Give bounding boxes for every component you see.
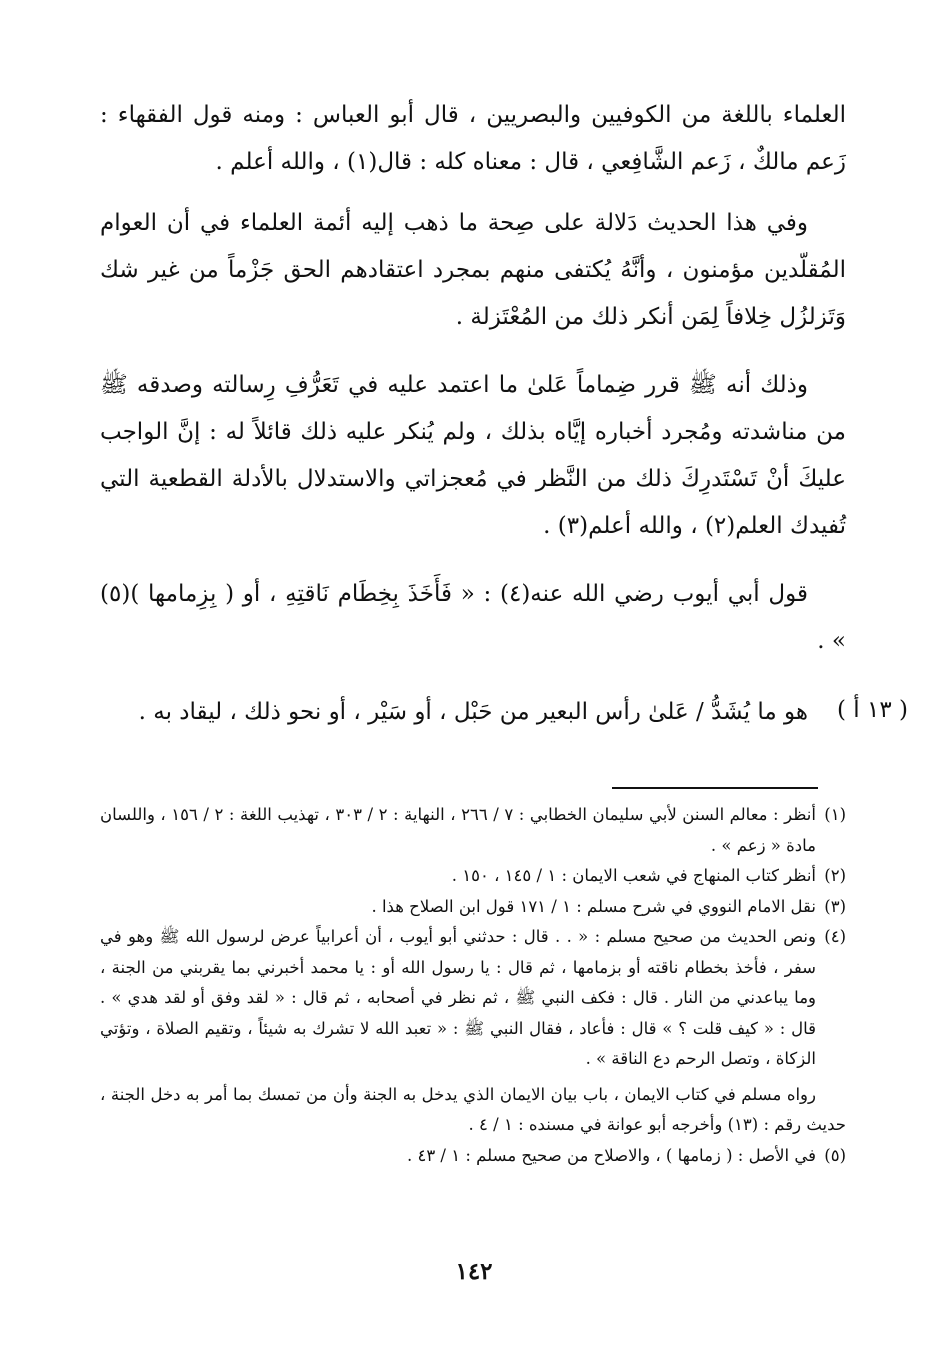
footnote-number: (٢) — [824, 866, 846, 885]
footnote-4 — [100, 922, 846, 1075]
footnote-number: (٤) — [824, 927, 846, 946]
footnote-text: نقل الامام النووي في شرح مسلم : ١ / ١٧١ قول ابن الصلاح هذا . — [371, 896, 816, 916]
footnote-text: في الأصل : ( زمامها ) ، والاصلاح من صحيح مسلم : ١ / ٤٣ . — [406, 1145, 816, 1165]
paragraph-1: العلماء باللغة من الكوفيين والبصريين ، قال أبو العباس : ومنه قول الفقهاء : زَعم مالكٌ ، زَعم الشَّافِعي ، قال : معناه كله : قال(١) ، والله أعلم . — [100, 102, 846, 175]
page-number: ١٤٢ — [455, 1258, 493, 1285]
paragraph-5: هو ما يُشَدُّ / عَلىٰ رأس البعير من حَبْل ، أو سَيْر ، أو نحو ذلك ، ليقاد به . — [138, 699, 808, 725]
paragraph-2: وفي هذا الحديث دَلالة على صِحة ما ذهب إليه أئمة العلماء في أن العوام المُقلّدين مؤمنون ، وأنَّهُ يُكتفى منهم بمجرد اعتقادهم الحق جَزْماً من غير شك وَتَزلزُل خِلافاً لِمَن أنكر ذلك من المُعْتَزلة . — [100, 210, 846, 330]
footnote-number: (١) — [824, 805, 846, 824]
footnote-number: (٣) — [824, 896, 846, 916]
footnote-2 — [100, 861, 846, 892]
main-text — [100, 92, 846, 757]
footnote-1 — [100, 800, 846, 861]
footnote-3 — [100, 892, 846, 923]
footnote-text: أنظر : معالم السنن لأبي سليمان الخطابي : ٧ / ٢٦٦ ، النهاية : ٢ / ٣٠٣ ، تهذيب اللغة : ٢ / ١٥٦ ، واللسان مادة « زعم » . — [100, 805, 816, 855]
footnote-5 — [100, 1141, 846, 1172]
footnote-separator — [612, 787, 818, 789]
footnote-number: (٥) — [824, 1145, 846, 1165]
manuscript-folio-marker: ( ١٣ أ ) — [836, 697, 908, 723]
footnote-text: ونص الحديث من صحيح مسلم : « . . قال : حدثني أبو أيوب ، أن أعرابياً عرض لرسول الله ﷺ وهو في سفر ، فأخذ بخطام ناقته أو بزمامها ، ثم قال : يا رسول الله أو : يا محمد أخبرني بما يقربني من الجنة ، وما يباعدني من النار . قال : فكف النبي ﷺ ، ثم نظر في أصحابه ، ثم قال : « لقد وفق أو لقد هدي » . قال : « كيف قلت ؟ » قال : فأعاد ، فقال النبي ﷺ : « تعبد الله لا تشرك به شيئاً ، وتقيم الصلاة ، وتؤتي الزكاة ، وتصل الرحم دع الناقة » . — [100, 927, 816, 1068]
footnotes — [100, 800, 846, 1171]
paragraph-4: قول أبي أيوب رضي الله عنه(٤) : « فَأَخَذَ بِخِطَام نَاقتِهِ ، أو ( بِزِمامها )(٥) » . — [100, 581, 846, 654]
footnote-text: أنظر كتاب المنهاج في شعب الايمان : ١ / ١٤٥ ، ١٥٠ . — [451, 866, 816, 885]
footnote-4-continuation: رواه مسلم في كتاب الايمان ، باب بيان الايمان الذي يدخل به الجنة وأن من تمسك بما أمر به دخل الجنة ، حديث رقم : (١٣) وأخرجه أبو عوانة في مسنده : ١ / ٤ . — [100, 1084, 846, 1134]
paragraph-3: وذلك أنه ﷺ قرر ضِماماً عَلىٰ ما اعتمد عليه في تَعَرُّفِ رِسالته وصدقه ﷺ من مناشدته ومُجرد أخباره إيَّاه بذلك ، ولم يُنكر عليه ذلك قائلاً له : إنَّ الواجب عليكَ أنْ تَسْتَدرِكَ ذلك من النَّظر في مُعجزاتي والاستدلال بالأدلة القطعية التي تُفيدك العلم(٢) ، والله أعلم(٣) . — [100, 372, 846, 539]
